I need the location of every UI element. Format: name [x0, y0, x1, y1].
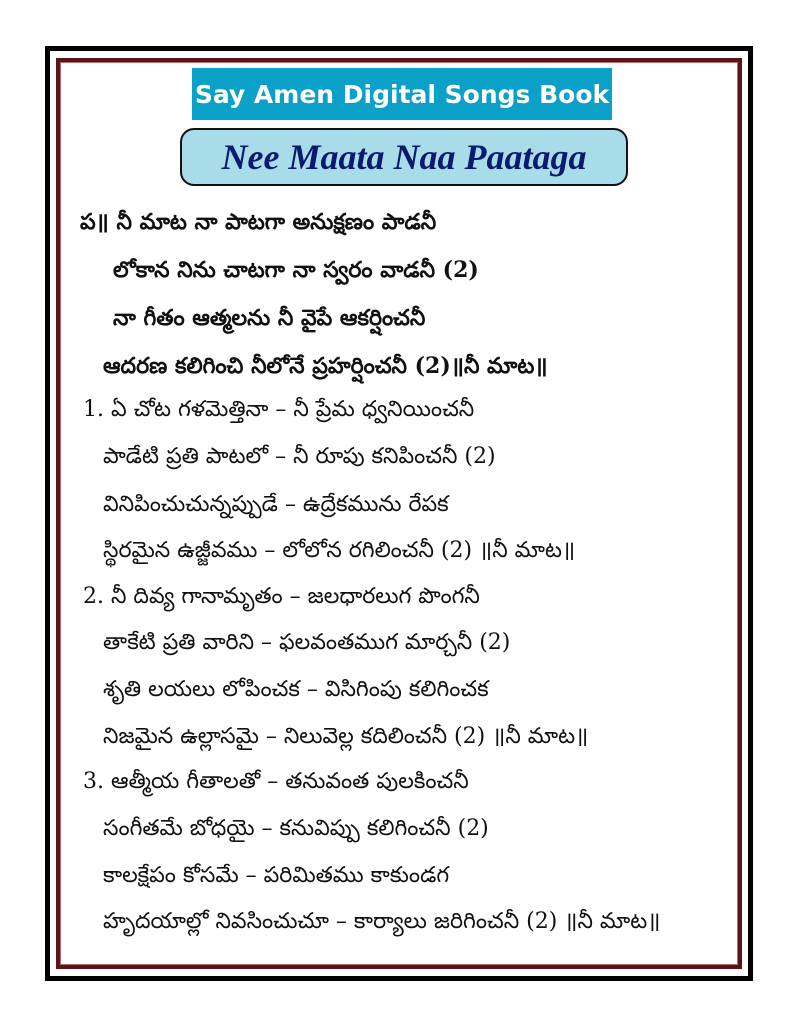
verse-line: కాలక్షేపం కోసమే – పరిమితము కాకుండగ: [103, 863, 450, 888]
chorus-line: ప॥ నీ మాట నా పాటగా అనుక్షణం పాడనీ: [80, 209, 437, 235]
verse-line: పాడేటి ప్రతి పాటలో – నీ రూపు కనిపించనీ (2): [103, 444, 496, 469]
verse-line: స్థిరమైన ఉజ్జీవము – లోలోన రగిలించనీ (2) ॥నీ మాట॥: [103, 538, 576, 563]
chorus-line: నా గీతం ఆత్మలను నీ వైపే ఆకర్షించనీ: [113, 305, 426, 331]
verse-line: 3. ఆత్మీయ గీతాలతో – తనువంత పులకించనీ: [83, 769, 469, 794]
verse-line: హృదయాల్లో నివసించుచూ – కార్యాలు జరిగించనీ (2) ॥నీ మాట॥: [103, 909, 661, 934]
verse-line: తాకేటి ప్రతి వారిని – ఫలవంతముగ మార్చనీ (2): [103, 630, 511, 655]
song-title: Nee Maata Naa Paataga: [180, 128, 628, 186]
verse-line: 1. ఏ చోట గళమెత్తినా – నీ ప్రేమ ధ్వనియించనీ: [83, 397, 475, 422]
chorus-line: లోకాన నిను చాటగా నా స్వరం వాడనీ (2): [113, 257, 479, 283]
verse-line: నిజమైన ఉల్లాసమై – నిలువెల్ల కదిలించనీ (2) ॥నీ మాట॥: [103, 724, 589, 749]
book-banner: Say Amen Digital Songs Book: [192, 68, 612, 120]
verse-line: వినిపించుచున్నప్పుడే – ఉద్రేకమును రేపక: [103, 492, 449, 517]
verse-line: శృతి లయలు లోపించక – విసిగింపు కలిగించక: [103, 677, 489, 702]
verse-line: 2. నీ దివ్య గానామృతం – జలధారలుగ పొంగనీ: [83, 584, 480, 609]
chorus-line: ఆదరణ కలిగించి నీలోనే ప్రహర్షించనీ (2)॥నీ మాట॥: [103, 353, 548, 379]
verse-line: సంగీతమే బోధయై – కనువిప్పు కలిగించనీ (2): [103, 816, 489, 841]
